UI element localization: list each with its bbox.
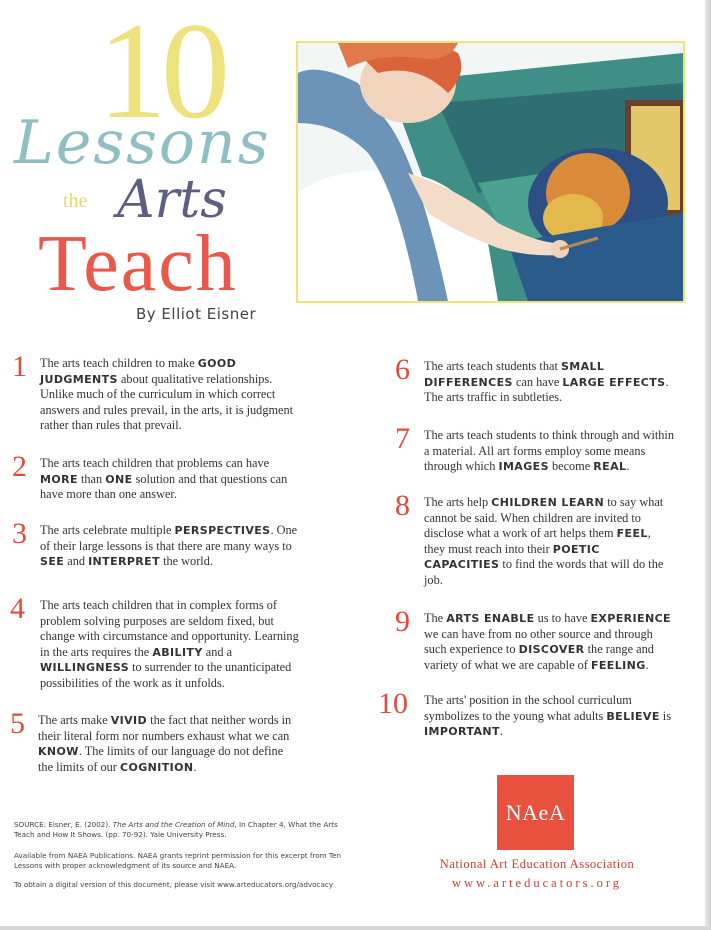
lesson-text: The arts teach students to think through and within a material. All art forms employ some means through which IMAGES become REAL. xyxy=(424,428,674,474)
organization-url[interactable]: www.arteducators.org xyxy=(451,876,623,890)
title-the: the xyxy=(63,190,88,212)
painting-child-illustration xyxy=(298,43,683,301)
lesson-number: 4 xyxy=(10,592,25,625)
lesson-number: 1 xyxy=(12,350,27,383)
lesson-text: The arts celebrate multiple PERSPECTIVES. One of their large lessons is that there are many ways to SEE and INTERPRET the world. xyxy=(40,523,298,569)
lesson-text: The arts teach children that in complex forms of problem solving purposes are seldom fixed, but change with circumstance and opportunity. Learning in the arts requires the ABILITY and a WILLINGNESS to surrender to the unanticipated possibilities of the work as it unfolds. xyxy=(40,598,299,690)
organization-name: National Art Education Association xyxy=(439,857,635,871)
lesson-number: 8 xyxy=(395,489,410,522)
lesson-text: The arts teach students that SMALL DIFFERENCES can have LARGE EFFECTS. The arts traffic in subtleties. xyxy=(424,359,669,405)
lesson-number: 7 xyxy=(395,422,410,455)
lesson-number: 2 xyxy=(12,450,27,483)
naea-logo xyxy=(497,775,574,850)
lesson-number: 6 xyxy=(395,353,410,386)
lesson-text: The arts help CHILDREN LEARN to say what cannot be said. When children are invited to disclose what a work of art helps them FEEL, they must reach into their POETIC CAPACITIES to find the words that will do the job. xyxy=(424,495,664,587)
reprint-notice: Available from NAEA Publications. NAEA grants reprint permission for this excerpt from Ten Lessons with proper acknowledgment of its source and NAEA. xyxy=(14,851,342,870)
header-photo xyxy=(296,41,685,303)
lesson-number: 5 xyxy=(10,707,25,740)
digital-version-note: To obtain a digital version of this document, please visit www.arteducators.org/advocacy xyxy=(14,880,334,889)
lesson-text: The arts teach children that problems can have MORE than ONE solution and that questions can have more than one answer. xyxy=(40,456,288,502)
lesson-text: The arts' position in the school curriculum symbolizes to the young what adults BELIEVE is IMPORTANT. xyxy=(424,693,672,739)
title-number: 10 xyxy=(98,0,224,147)
lesson-number: 10 xyxy=(378,687,408,720)
source-citation: SOURCE: Eisner, E. (2002). The Arts and the Creation of Mind, In Chapter 4, What the Arts Teach and How It Shows. (pp. 70-92). Yale University Press. xyxy=(14,820,338,839)
title-teach: Teach xyxy=(38,220,238,308)
lesson-text: The ARTS ENABLE us to have EXPERIENCE we can have from no other source and through such experience to DISCOVER the range and variety of what we are capable of FEELING. xyxy=(424,611,671,672)
lesson-text: The arts teach children to make GOOD JUDGMENTS about qualitative relationships. Unlike much of the curriculum in which correct answers and rules prevail, in the arts, it is judgment rather than rules that prevail. xyxy=(40,356,294,433)
lesson-number: 9 xyxy=(395,605,410,638)
page-edge-shadow xyxy=(705,0,711,930)
page-bottom-shadow xyxy=(0,926,711,930)
lesson-number: 3 xyxy=(12,517,27,550)
byline-author: By Elliot Eisner xyxy=(136,305,257,323)
lesson-text: The arts make VIVID the fact that neither words in their literal form nor numbers exhaust what we can KNOW. The limits of our language do not define the limits of our COGNITION. xyxy=(38,713,292,774)
title-lessons: Lessons xyxy=(14,108,271,178)
naea-logo-text: NAeA xyxy=(505,799,566,825)
title-arts: Arts xyxy=(117,170,227,230)
